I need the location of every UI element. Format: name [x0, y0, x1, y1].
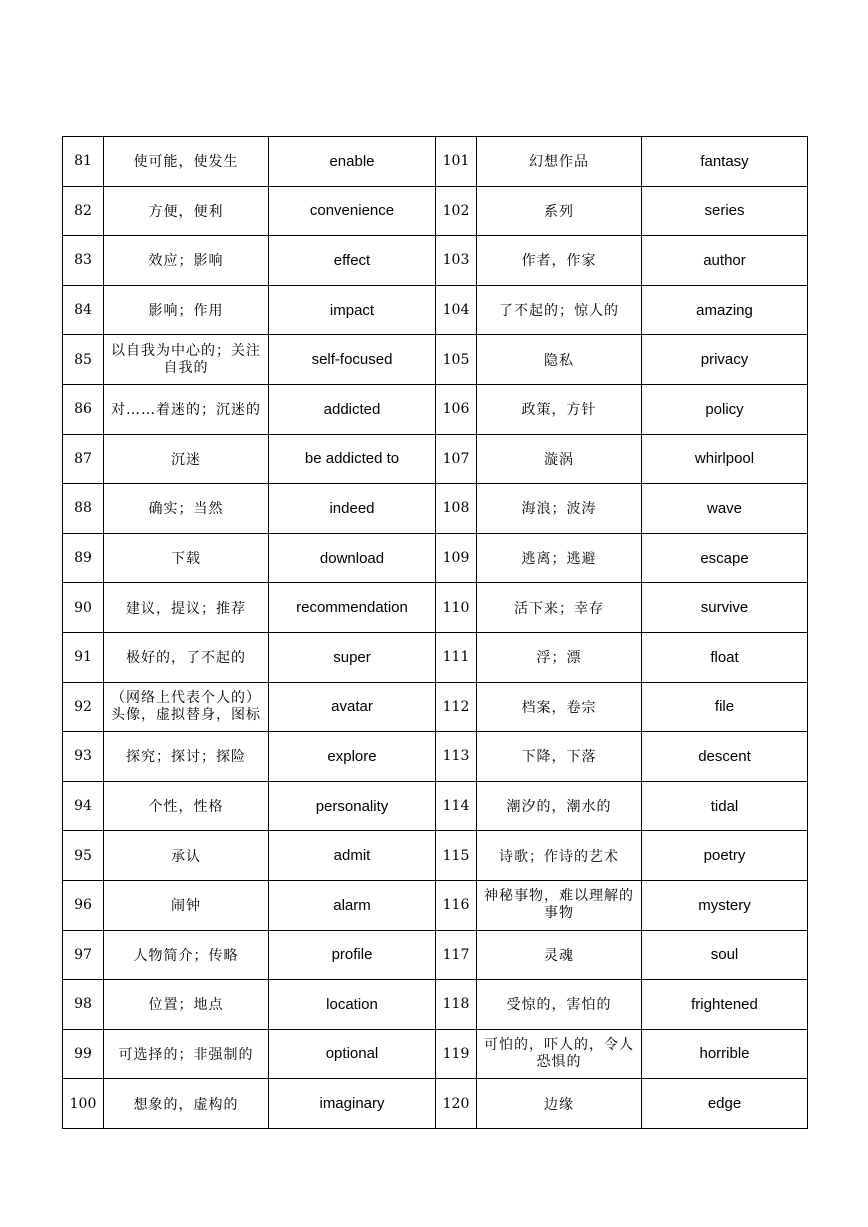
english-word: super — [269, 632, 436, 682]
table-row — [63, 583, 808, 633]
entry-number: 115 — [436, 831, 477, 881]
table-row — [63, 335, 808, 385]
entry-number: 97 — [63, 930, 104, 980]
entry-number: 112 — [436, 682, 477, 732]
chinese-meaning: 建议，提议；推荐 — [104, 583, 269, 633]
english-word: imaginary — [269, 1079, 436, 1129]
english-word: amazing — [642, 285, 808, 335]
chinese-meaning: 海浪；波涛 — [477, 484, 642, 534]
entry-number: 108 — [436, 484, 477, 534]
entry-number: 111 — [436, 632, 477, 682]
table-row — [63, 484, 808, 534]
english-word: self-focused — [269, 335, 436, 385]
entry-number: 92 — [63, 682, 104, 732]
chinese-meaning: 沉迷 — [104, 434, 269, 484]
english-word: admit — [269, 831, 436, 881]
chinese-meaning: 人物简介；传略 — [104, 930, 269, 980]
table-row — [63, 1079, 808, 1129]
chinese-meaning: 边缘 — [477, 1079, 642, 1129]
table-row — [63, 236, 808, 286]
chinese-meaning: 逃离；逃避 — [477, 533, 642, 583]
english-word: frightened — [642, 980, 808, 1030]
entry-number: 104 — [436, 285, 477, 335]
chinese-meaning: 档案，卷宗 — [477, 682, 642, 732]
table-row — [63, 1029, 808, 1079]
english-word: privacy — [642, 335, 808, 385]
english-word: location — [269, 980, 436, 1030]
entry-number: 105 — [436, 335, 477, 385]
entry-number: 102 — [436, 186, 477, 236]
entry-number: 91 — [63, 632, 104, 682]
table-row — [63, 434, 808, 484]
table-row — [63, 285, 808, 335]
chinese-meaning: 隐私 — [477, 335, 642, 385]
table-row — [63, 384, 808, 434]
english-word: author — [642, 236, 808, 286]
english-word: wave — [642, 484, 808, 534]
english-word: convenience — [269, 186, 436, 236]
table-row — [63, 186, 808, 236]
table-row — [63, 732, 808, 782]
english-word: fantasy — [642, 137, 808, 187]
chinese-meaning: 活下来；幸存 — [477, 583, 642, 633]
entry-number: 109 — [436, 533, 477, 583]
entry-number: 94 — [63, 781, 104, 831]
vocabulary-table-body — [63, 137, 808, 1129]
chinese-meaning: 使可能，使发生 — [104, 137, 269, 187]
entry-number: 87 — [63, 434, 104, 484]
english-word: impact — [269, 285, 436, 335]
english-word: profile — [269, 930, 436, 980]
entry-number: 116 — [436, 880, 477, 930]
entry-number: 81 — [63, 137, 104, 187]
english-word: descent — [642, 732, 808, 782]
chinese-meaning: 下载 — [104, 533, 269, 583]
chinese-meaning: 可选择的；非强制的 — [104, 1029, 269, 1079]
table-row — [63, 831, 808, 881]
chinese-meaning: 影响；作用 — [104, 285, 269, 335]
table-row — [63, 980, 808, 1030]
english-word: indeed — [269, 484, 436, 534]
english-word: series — [642, 186, 808, 236]
entry-number: 118 — [436, 980, 477, 1030]
entry-number: 119 — [436, 1029, 477, 1079]
english-word: enable — [269, 137, 436, 187]
table-row — [63, 781, 808, 831]
english-word: effect — [269, 236, 436, 286]
table-row — [63, 682, 808, 732]
entry-number: 86 — [63, 384, 104, 434]
chinese-meaning: 系列 — [477, 186, 642, 236]
chinese-meaning: 对……着迷的；沉迷的 — [104, 384, 269, 434]
chinese-meaning: 浮；漂 — [477, 632, 642, 682]
english-word: survive — [642, 583, 808, 633]
english-word: file — [642, 682, 808, 732]
entry-number: 95 — [63, 831, 104, 881]
entry-number: 93 — [63, 732, 104, 782]
entry-number: 84 — [63, 285, 104, 335]
chinese-meaning: 承认 — [104, 831, 269, 881]
entry-number: 100 — [63, 1079, 104, 1129]
english-word: soul — [642, 930, 808, 980]
entry-number: 110 — [436, 583, 477, 633]
entry-number: 82 — [63, 186, 104, 236]
chinese-meaning: 漩涡 — [477, 434, 642, 484]
english-word: whirlpool — [642, 434, 808, 484]
english-word: tidal — [642, 781, 808, 831]
entry-number: 101 — [436, 137, 477, 187]
table-row — [63, 137, 808, 187]
chinese-meaning: 了不起的；惊人的 — [477, 285, 642, 335]
chinese-meaning: 个性，性格 — [104, 781, 269, 831]
entry-number: 98 — [63, 980, 104, 1030]
chinese-meaning: 方便，便利 — [104, 186, 269, 236]
table-row — [63, 632, 808, 682]
entry-number: 113 — [436, 732, 477, 782]
english-word: recommendation — [269, 583, 436, 633]
english-word: optional — [269, 1029, 436, 1079]
table-row — [63, 533, 808, 583]
chinese-meaning: 神秘事物，难以理解的事物 — [477, 880, 642, 930]
chinese-meaning: 可怕的，吓人的，令人恐惧的 — [477, 1029, 642, 1079]
english-word: personality — [269, 781, 436, 831]
english-word: escape — [642, 533, 808, 583]
entry-number: 90 — [63, 583, 104, 633]
chinese-meaning: 探究；探讨；探险 — [104, 732, 269, 782]
chinese-meaning: 潮汐的，潮水的 — [477, 781, 642, 831]
chinese-meaning: 政策，方针 — [477, 384, 642, 434]
chinese-meaning: 闹钟 — [104, 880, 269, 930]
table-row — [63, 930, 808, 980]
entry-number: 99 — [63, 1029, 104, 1079]
english-word: poetry — [642, 831, 808, 881]
chinese-meaning: 位置；地点 — [104, 980, 269, 1030]
entry-number: 114 — [436, 781, 477, 831]
english-word: download — [269, 533, 436, 583]
chinese-meaning: 幻想作品 — [477, 137, 642, 187]
english-word: mystery — [642, 880, 808, 930]
english-word: edge — [642, 1079, 808, 1129]
chinese-meaning: 以自我为中心的；关注自我的 — [104, 335, 269, 385]
english-word: horrible — [642, 1029, 808, 1079]
entry-number: 103 — [436, 236, 477, 286]
chinese-meaning: 效应；影响 — [104, 236, 269, 286]
entry-number: 88 — [63, 484, 104, 534]
entry-number: 96 — [63, 880, 104, 930]
english-word: policy — [642, 384, 808, 434]
entry-number: 117 — [436, 930, 477, 980]
chinese-meaning: 下降，下落 — [477, 732, 642, 782]
entry-number: 107 — [436, 434, 477, 484]
english-word: be addicted to — [269, 434, 436, 484]
chinese-meaning: （网络上代表个人的）头像，虚拟替身，图标 — [104, 682, 269, 732]
vocabulary-table — [62, 136, 808, 1129]
chinese-meaning: 作者，作家 — [477, 236, 642, 286]
chinese-meaning: 灵魂 — [477, 930, 642, 980]
english-word: addicted — [269, 384, 436, 434]
english-word: avatar — [269, 682, 436, 732]
entry-number: 85 — [63, 335, 104, 385]
entry-number: 89 — [63, 533, 104, 583]
table-row — [63, 880, 808, 930]
entry-number: 120 — [436, 1079, 477, 1129]
english-word: alarm — [269, 880, 436, 930]
chinese-meaning: 诗歌；作诗的艺术 — [477, 831, 642, 881]
chinese-meaning: 确实；当然 — [104, 484, 269, 534]
chinese-meaning: 极好的，了不起的 — [104, 632, 269, 682]
chinese-meaning: 想象的，虚构的 — [104, 1079, 269, 1129]
english-word: explore — [269, 732, 436, 782]
entry-number: 83 — [63, 236, 104, 286]
english-word: float — [642, 632, 808, 682]
chinese-meaning: 受惊的，害怕的 — [477, 980, 642, 1030]
entry-number: 106 — [436, 384, 477, 434]
